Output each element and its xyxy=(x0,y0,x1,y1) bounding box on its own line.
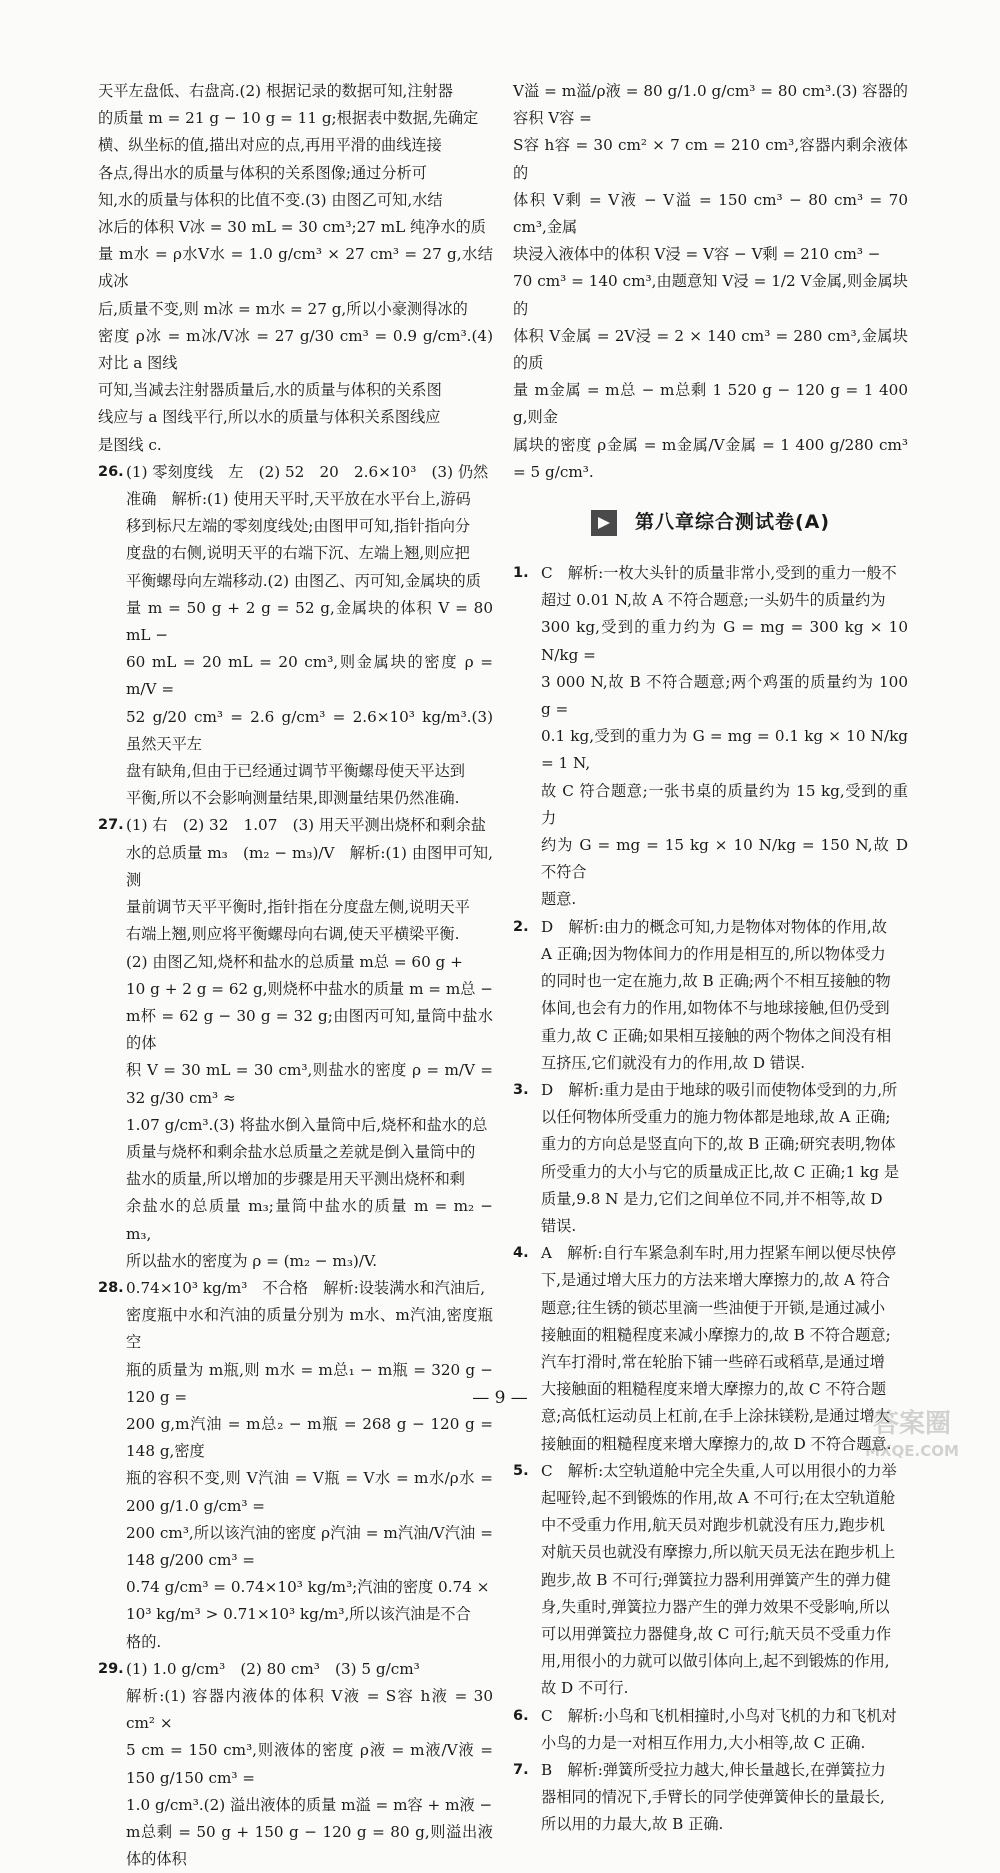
text-line: 量前调节天平平衡时,指针指在分度盘左侧,说明天平 xyxy=(126,898,470,917)
item-number: 4. xyxy=(513,1245,529,1262)
text-line: D 解析:重力是由于地球的吸引而使物体受到的力,所 xyxy=(541,1080,898,1099)
text-line: 知,水的质量与体积的比值不变.(3) 由图乙可知,水结 xyxy=(98,190,443,209)
text-line: 题意. xyxy=(541,890,577,909)
page-number: — 9 — xyxy=(472,1388,528,1408)
text-line: 横、纵坐标的值,描出对应的点,再用平滑的曲线连接 xyxy=(98,136,442,155)
text-line: 200 cm³,所以该汽油的密度 ρ汽油 = m汽油/V汽油 = 148 g/200 cm³ = xyxy=(126,1523,493,1569)
text-line: 各点,得出水的质量与体积的关系图像;通过分析可 xyxy=(98,163,427,182)
text-line: 下,是通过增大压力的方法来增大摩擦力的,故 A 符合 xyxy=(541,1271,891,1290)
text-line: 右端上翘,则应将平衡螺母向右调,使天平横梁平衡. xyxy=(126,925,460,944)
text-line: 52 g/20 cm³ = 2.6 g/cm³ = 2.6×10³ kg/m³.(3) 虽然天平左 xyxy=(126,707,493,753)
text-line: m杯 = 62 g − 30 g = 32 g;由图丙可知,量筒中盐水的体 xyxy=(126,1006,493,1053)
text-line: 0.74 g/cm³ = 0.74×10³ kg/m³;汽油的密度 0.74 × xyxy=(126,1578,490,1597)
text-line: 移到标尺左端的零刻度线处;由图甲可知,指针指向分 xyxy=(126,517,471,536)
text-line: 200 g,m汽油 = m总₂ − m瓶 = 268 g − 120 g = 148 g,密度 xyxy=(126,1414,493,1461)
text-line: 接触面的粗糙程度来减小摩擦力的,故 B 不符合题意; xyxy=(541,1325,891,1344)
text-line: 1.0 g/cm³.(2) 溢出液体的质量 m溢 = m容 + m液 − xyxy=(126,1795,493,1814)
left-column xyxy=(98,78,493,1873)
text-line: 所以用的力最大,故 B 正确. xyxy=(541,1815,724,1834)
text-line: 的同时也一定在施力,故 B 正确;两个不相互接触的物 xyxy=(541,972,891,991)
text-line: 小鸟的力是一对相互作用力,大小相等,故 C 正确. xyxy=(541,1733,866,1752)
text-line: 题意;往生锈的锁芯里滴一些油便于开锁,是通过减小 xyxy=(541,1298,886,1317)
text-line: 跑步,故 B 不可行;弹簧拉力器利用弹簧产生的弹力健 xyxy=(541,1570,891,1589)
text-line: 盐水的质量,所以增加的步骤是用天平测出烧杯和剩 xyxy=(126,1170,465,1189)
text-line: 10 g + 2 g = 62 g,则烧杯中盐水的质量 m = m总 − xyxy=(126,979,493,998)
text-line: 60 mL = 20 mL = 20 cm³,则金属块的密度 ρ = m/V = xyxy=(126,653,493,699)
text-line: 质量与烧杯和剩余盐水总质量之差就是倒入量筒中的 xyxy=(126,1142,476,1161)
text-line: 用,用很小的力就可以做引体向上,起不到锻炼的作用, xyxy=(541,1652,890,1671)
text-line: S容 h容 = 30 cm² × 7 cm = 210 cm³,容器内剩余液体的 xyxy=(513,136,908,182)
text-line: 故 C 符合题意;一张书桌的质量约为 15 kg,受到的重力 xyxy=(541,781,908,827)
item-number: 6. xyxy=(513,1707,529,1724)
text-line: A 正确;因为物体间力的作用是相互的,所以物体受力 xyxy=(541,944,886,963)
text-line: 故 D 不可行. xyxy=(541,1679,629,1698)
text-line: 10³ kg/m³ > 0.71×10³ kg/m³,所以该汽油是不合 xyxy=(126,1605,471,1624)
text-line: 盘有缺角,但由于已经通过调节平衡螺母使天平达到 xyxy=(126,762,465,781)
item-number: 2. xyxy=(513,918,529,935)
text-line: 体间,也会有力的作用,如物体不与地球接触,但仍受到 xyxy=(541,999,890,1018)
text-line: 中不受重力作用,航天员对跑步机就没有压力,跑步机 xyxy=(541,1516,885,1535)
text-line: 0.1 kg,受到的重力为 G = mg = 0.1 kg × 10 N/kg = 1 N, xyxy=(541,727,908,773)
text-line: 3 000 N,故 B 不符合题意;两个鸡蛋的质量约为 100 g = xyxy=(541,672,908,719)
text-line: (2) 由图乙知,烧杯和盐水的总质量 m总 = 60 g + xyxy=(126,952,463,971)
text-line: 所受重力的大小与它的质量成正比,故 C 正确;1 kg 是 xyxy=(541,1162,900,1181)
text-line: 准确 解析:(1) 使用天平时,天平放在水平台上,游码 xyxy=(126,490,471,509)
answer-item-29 xyxy=(98,1656,493,1873)
text-line: 冰后的体积 V冰 = 30 mL = 30 cm³;27 mL 纯净水的质 xyxy=(98,218,486,237)
text-line: 超过 0.01 N,故 A 不符合题意;一头奶牛的质量约为 xyxy=(541,591,886,610)
text-line: D 解析:由力的概念可知,力是物体对物体的作用,故 xyxy=(541,917,887,936)
answer-item-7 xyxy=(513,1757,908,1839)
text-line: 可知,当减去注射器质量后,水的质量与体积的关系图 xyxy=(98,381,442,400)
text-line: (1) 右 (2) 32 1.07 (3) 用天平测出烧杯和剩余盐 xyxy=(126,816,486,835)
text-line: 积 V = 30 mL = 30 cm³,则盐水的密度 ρ = m/V = 32 g/30 cm³ ≈ xyxy=(126,1061,493,1107)
item-number: 27. xyxy=(98,817,124,834)
text-line: B 解析:弹簧所受拉力越大,伸长量越长,在弹簧拉力 xyxy=(541,1760,886,1779)
text-line: 密度 ρ冰 = m冰/V冰 = 27 g/30 cm³ = 0.9 g/cm³.(4) 对比 a 图线 xyxy=(98,326,493,373)
answer-item-6 xyxy=(513,1703,908,1757)
text-line: 所以盐水的密度为 ρ = (m₂ − m₃)/V. xyxy=(126,1251,378,1270)
text-line: 密度瓶中水和汽油的质量分别为 m水、m汽油,密度瓶空 xyxy=(126,1306,493,1352)
answer-item-2 xyxy=(513,914,908,1077)
section-title: 第八章综合测试卷(A) xyxy=(634,511,831,534)
answer-item-5 xyxy=(513,1458,908,1703)
text-line: 重力,故 C 正确;如果相互接触的两个物体之间没有相 xyxy=(541,1026,892,1045)
section-heading xyxy=(513,508,908,538)
text-line: 属块的密度 ρ金属 = m金属/V金属 = 1 400 g/280 cm³ = 5 g/cm³. xyxy=(513,435,908,481)
text-line: 起哑铃,起不到锻炼的作用,故 A 不可行;在太空轨道舱 xyxy=(541,1488,896,1507)
item-number: 26. xyxy=(98,463,124,480)
item-number: 7. xyxy=(513,1761,529,1778)
text-line: C 解析:一枚大头针的质量非常小,受到的重力一般不 xyxy=(541,564,897,583)
text-line: 70 cm³ = 140 cm³,由题意知 V浸 = 1/2 V金属,则金属块的 xyxy=(513,272,908,318)
text-line: (1) 零刻度线 左 (2) 52 20 2.6×10³ (3) 仍然 xyxy=(126,462,489,481)
answer-item-28 xyxy=(98,1275,493,1656)
text-line: 量 m = 50 g + 2 g = 52 g,金属块的体积 V = 80 mL − xyxy=(126,598,493,645)
text-line: 重力的方向总是竖直向下的,故 B 正确;研究表明,物体 xyxy=(541,1135,896,1154)
text-line: 度盘的右侧,说明天平的右端下沉、左端上翘,则应把 xyxy=(126,544,470,563)
text-line: 线应与 a 图线平行,所以水的质量与体积关系图线应 xyxy=(98,408,441,427)
text-line: 大接触面的粗糙程度来增大摩擦力的,故 C 不符合题 xyxy=(541,1380,887,1399)
text-line: 瓶的质量为 m瓶,则 m水 = m总₁ − m瓶 = 320 g − 120 g = xyxy=(126,1360,493,1406)
text-line: 余盐水的总质量 m₃;量筒中盐水的质量 m = m₂ − m₃, xyxy=(126,1197,493,1243)
watermark-title: 答案圈 xyxy=(872,1409,952,1439)
continued-paragraph xyxy=(513,78,908,486)
text-line: 格的. xyxy=(126,1632,162,1651)
answer-item-4 xyxy=(513,1240,908,1458)
text-line: 解析:(1) 容器内液体的体积 V液 = S容 h液 = 30 cm² × xyxy=(126,1686,493,1733)
text-line: 质量,9.8 N 是力,它们之间单位不同,并不相等,故 D xyxy=(541,1189,883,1208)
text-line: 可以用弹簧拉力器健身,故 C 可行;航天员不受重力作 xyxy=(541,1624,892,1643)
text-line: 300 kg,受到的重力约为 G = mg = 300 kg × 10 N/kg = xyxy=(541,618,908,664)
intro-paragraph xyxy=(98,78,493,459)
text-line: V溢 = m溢/ρ液 = 80 g/1.0 g/cm³ = 80 cm³.(3) 容器的容积 V容 = xyxy=(513,82,908,128)
answer-item-1 xyxy=(513,560,908,914)
text-line: 器相同的情况下,手臂长的同学使弹簧伸长的量最长, xyxy=(541,1788,885,1807)
text-line: 5 cm = 150 cm³,则液体的密度 ρ液 = m液/V液 = 150 g/150 cm³ = xyxy=(126,1741,493,1787)
text-line: 体积 V金属 = 2V浸 = 2 × 140 cm³ = 280 cm³,金属块的质 xyxy=(513,326,908,373)
text-line: 平衡,所以不会影响测量结果,即测量结果仍然准确. xyxy=(126,789,460,808)
text-line: 接触面的粗糙程度来增大摩擦力的,故 D 不符合题意. xyxy=(541,1434,892,1453)
text-line: 是图线 c. xyxy=(98,435,162,454)
text-line: 天平左盘低、右盘高.(2) 根据记录的数据可知,注射器 xyxy=(98,82,453,100)
text-line: 体积 V剩 = V液 − V溢 = 150 cm³ − 80 cm³ = 70 cm³,金属 xyxy=(513,190,908,237)
text-line: 以任何物体所受重力的施力物体都是地球,故 A 正确; xyxy=(541,1108,891,1127)
text-line: 量 m金属 = m总 − m总剩 1 520 g − 120 g = 1 400 g,则金 xyxy=(513,381,908,427)
text-line: 意;高低杠运动员上杠前,在手上涂抹镁粉,是通过增大 xyxy=(541,1407,890,1426)
text-line: 汽车打滑时,常在轮胎下铺一些碎石或稻草,是通过增 xyxy=(541,1352,885,1371)
right-column xyxy=(513,78,908,1839)
text-line: 约为 G = mg = 15 kg × 10 N/kg = 150 N,故 D 不符合 xyxy=(541,836,908,882)
item-number: 3. xyxy=(513,1081,529,1098)
text-line: 瓶的容积不变,则 V汽油 = V瓶 = V水 = m水/ρ水 = 200 g/1.0 g/cm³ = xyxy=(126,1469,493,1515)
watermark-logo xyxy=(852,1400,972,1462)
item-number: 29. xyxy=(98,1660,124,1677)
text-line: 错误. xyxy=(541,1216,577,1235)
text-line: 身,失重时,弹簧拉力器产生的弹力效果不受影响,所以 xyxy=(541,1597,890,1616)
text-line: 0.74×10³ kg/m³ 不合格 解析:设装满水和汽油后, xyxy=(126,1278,486,1297)
text-line: 块浸入液体中的体积 V浸 = V容 − V剩 = 210 cm³ − xyxy=(513,245,881,264)
item-number: 5. xyxy=(513,1462,529,1479)
text-line: 的质量 m = 21 g − 10 g = 11 g;根据表中数据,先确定 xyxy=(98,109,479,128)
text-line: A 解析:自行车紧急刹车时,用力捏紧车闸以便尽快停 xyxy=(541,1244,897,1263)
item-number: 1. xyxy=(513,565,529,582)
text-line: 互挤压,它们就没有力的作用,故 D 错误. xyxy=(541,1053,806,1072)
text-line: 水的总质量 m₃ (m₂ − m₃)/V 解析:(1) 由图甲可知,测 xyxy=(126,843,493,889)
play-square-icon xyxy=(591,510,617,536)
watermark-url: MXQE.COM xyxy=(865,1442,959,1460)
text-line: 量 m水 = ρ水V水 = 1.0 g/cm³ × 27 cm³ = 27 g,水结成冰 xyxy=(98,245,493,291)
text-line: (1) 1.0 g/cm³ (2) 80 cm³ (3) 5 g/cm³ xyxy=(126,1659,420,1678)
text-line: 后,质量不变,则 m冰 = m水 = 27 g,所以小豪测得冰的 xyxy=(98,299,468,318)
text-line: C 解析:太空轨道舱中完全失重,人可以用很小的力举 xyxy=(541,1461,897,1480)
text-line: 1.07 g/cm³.(3) 将盐水倒入量筒中后,烧杯和盐水的总 xyxy=(126,1115,488,1134)
text-line: 对航天员也就没有摩擦力,所以航天员无法在跑步机上 xyxy=(541,1543,896,1562)
answer-item-27 xyxy=(98,812,493,1274)
text-line: C 解析:小鸟和飞机相撞时,小鸟对飞机的力和飞机对 xyxy=(541,1706,897,1725)
answer-item-3 xyxy=(513,1077,908,1240)
item-number: 28. xyxy=(98,1279,124,1296)
text-line: m总剩 = 50 g + 150 g − 120 g = 80 g,则溢出液体的体积 xyxy=(126,1823,493,1869)
answer-item-26 xyxy=(98,459,493,813)
text-line: 平衡螺母向左端移动.(2) 由图乙、丙可知,金属块的质 xyxy=(126,571,481,590)
